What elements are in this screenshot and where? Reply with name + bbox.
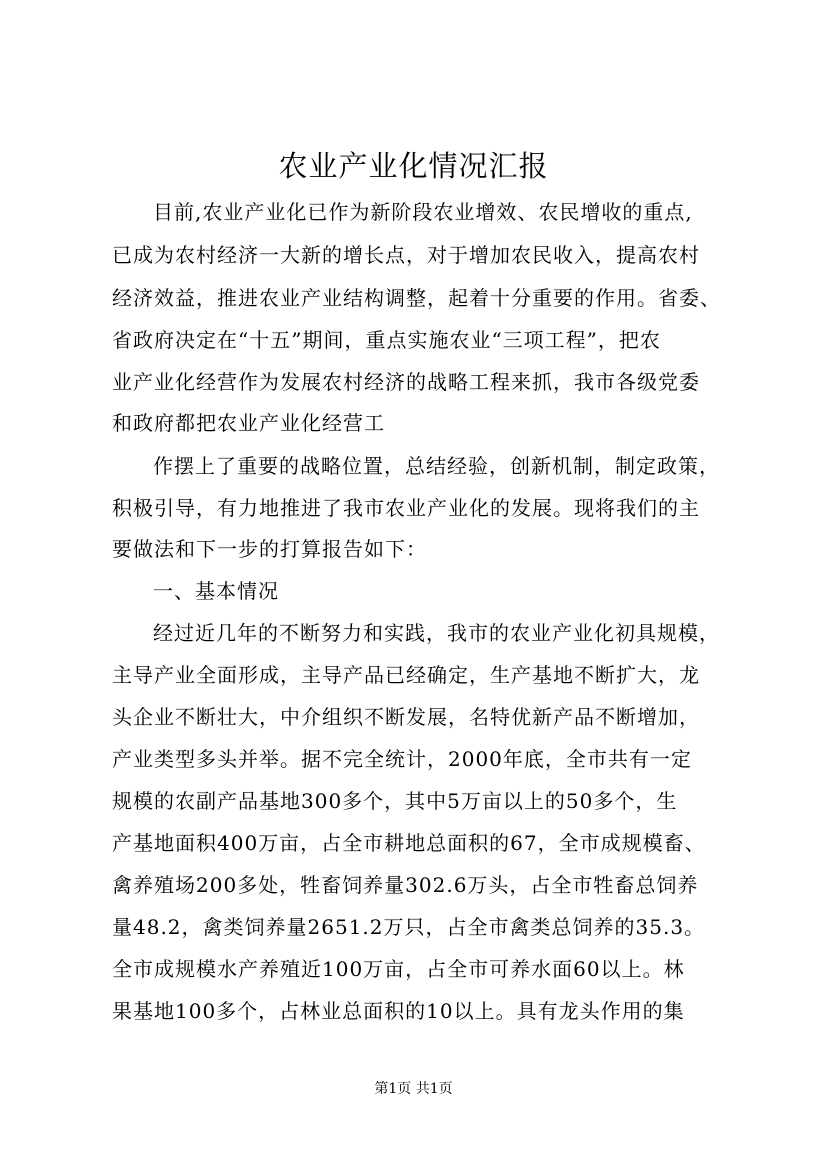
paragraph-line: 要做法和下一步的打算报告如下： (112, 537, 427, 561)
paragraph-line: 果基地100多个，占林业总面积的10以上。具有龙头作用的集 (112, 999, 685, 1023)
paragraph-line: 经过近几年的不断努力和实践，我市的农业产业化初具规模， (153, 621, 720, 645)
paragraph-line: 目前,农业产业化已作为新阶段农业增效、农民增收的重点, (153, 200, 693, 224)
section-heading: 一、基本情况 (153, 579, 279, 603)
paragraph-line: 产基地面积400万亩，占全市耕地总面积的67，全市成规模畜、 (112, 831, 706, 855)
paragraph-line: 量48.2，禽类饲养量2651.2万只，占全市禽类总饲养的35.3。 (112, 915, 706, 939)
paragraph-line: 经济效益，推进农业产业结构调整，起着十分重要的作用。省委、 (112, 286, 721, 310)
paragraph-line: 禽养殖场200多处，牲畜饲养量302.6万头，占全市牲畜总饲养 (112, 873, 699, 897)
paragraph-line: 积极引导，有力地推进了我市农业产业化的发展。现将我们的主 (112, 496, 700, 520)
paragraph-line: 全市成规模水产养殖近100万亩，占全市可养水面60以上。林 (112, 957, 685, 981)
document-title: 农业产业化情况汇报 (278, 149, 549, 183)
paragraph-line: 主导产业全面形成，主导产品已经确定，生产基地不断扩大，龙 (112, 663, 700, 687)
paragraph-line: 规模的农副产品基地300多个，其中5万亩以上的50多个，生 (112, 789, 678, 813)
paragraph-line: 产业类型多头并举。据不完全统计，2000年底，全市共有一定 (112, 747, 692, 771)
paragraph-line: 和政府都把农业产业化经营工 (112, 411, 385, 435)
paragraph-line: 业产业化经营作为发展农村经济的战略工程来抓，我市各级党委 (112, 370, 700, 394)
paragraph-line: 省政府决定在“十五”期间，重点实施农业“三项工程”，把农 (112, 328, 661, 352)
page-footer: 第1页 共1页 (374, 1081, 453, 1097)
paragraph-line: 已成为农村经济一大新的增长点，对于增加农民收入，提高农村 (112, 243, 700, 267)
paragraph-line: 头企业不断壮大，中介组织不断发展，名特优新产品不断增加， (112, 705, 700, 729)
paragraph-line: 作摆上了重要的战略位置，总结经验，创新机制，制定政策， (153, 454, 720, 478)
